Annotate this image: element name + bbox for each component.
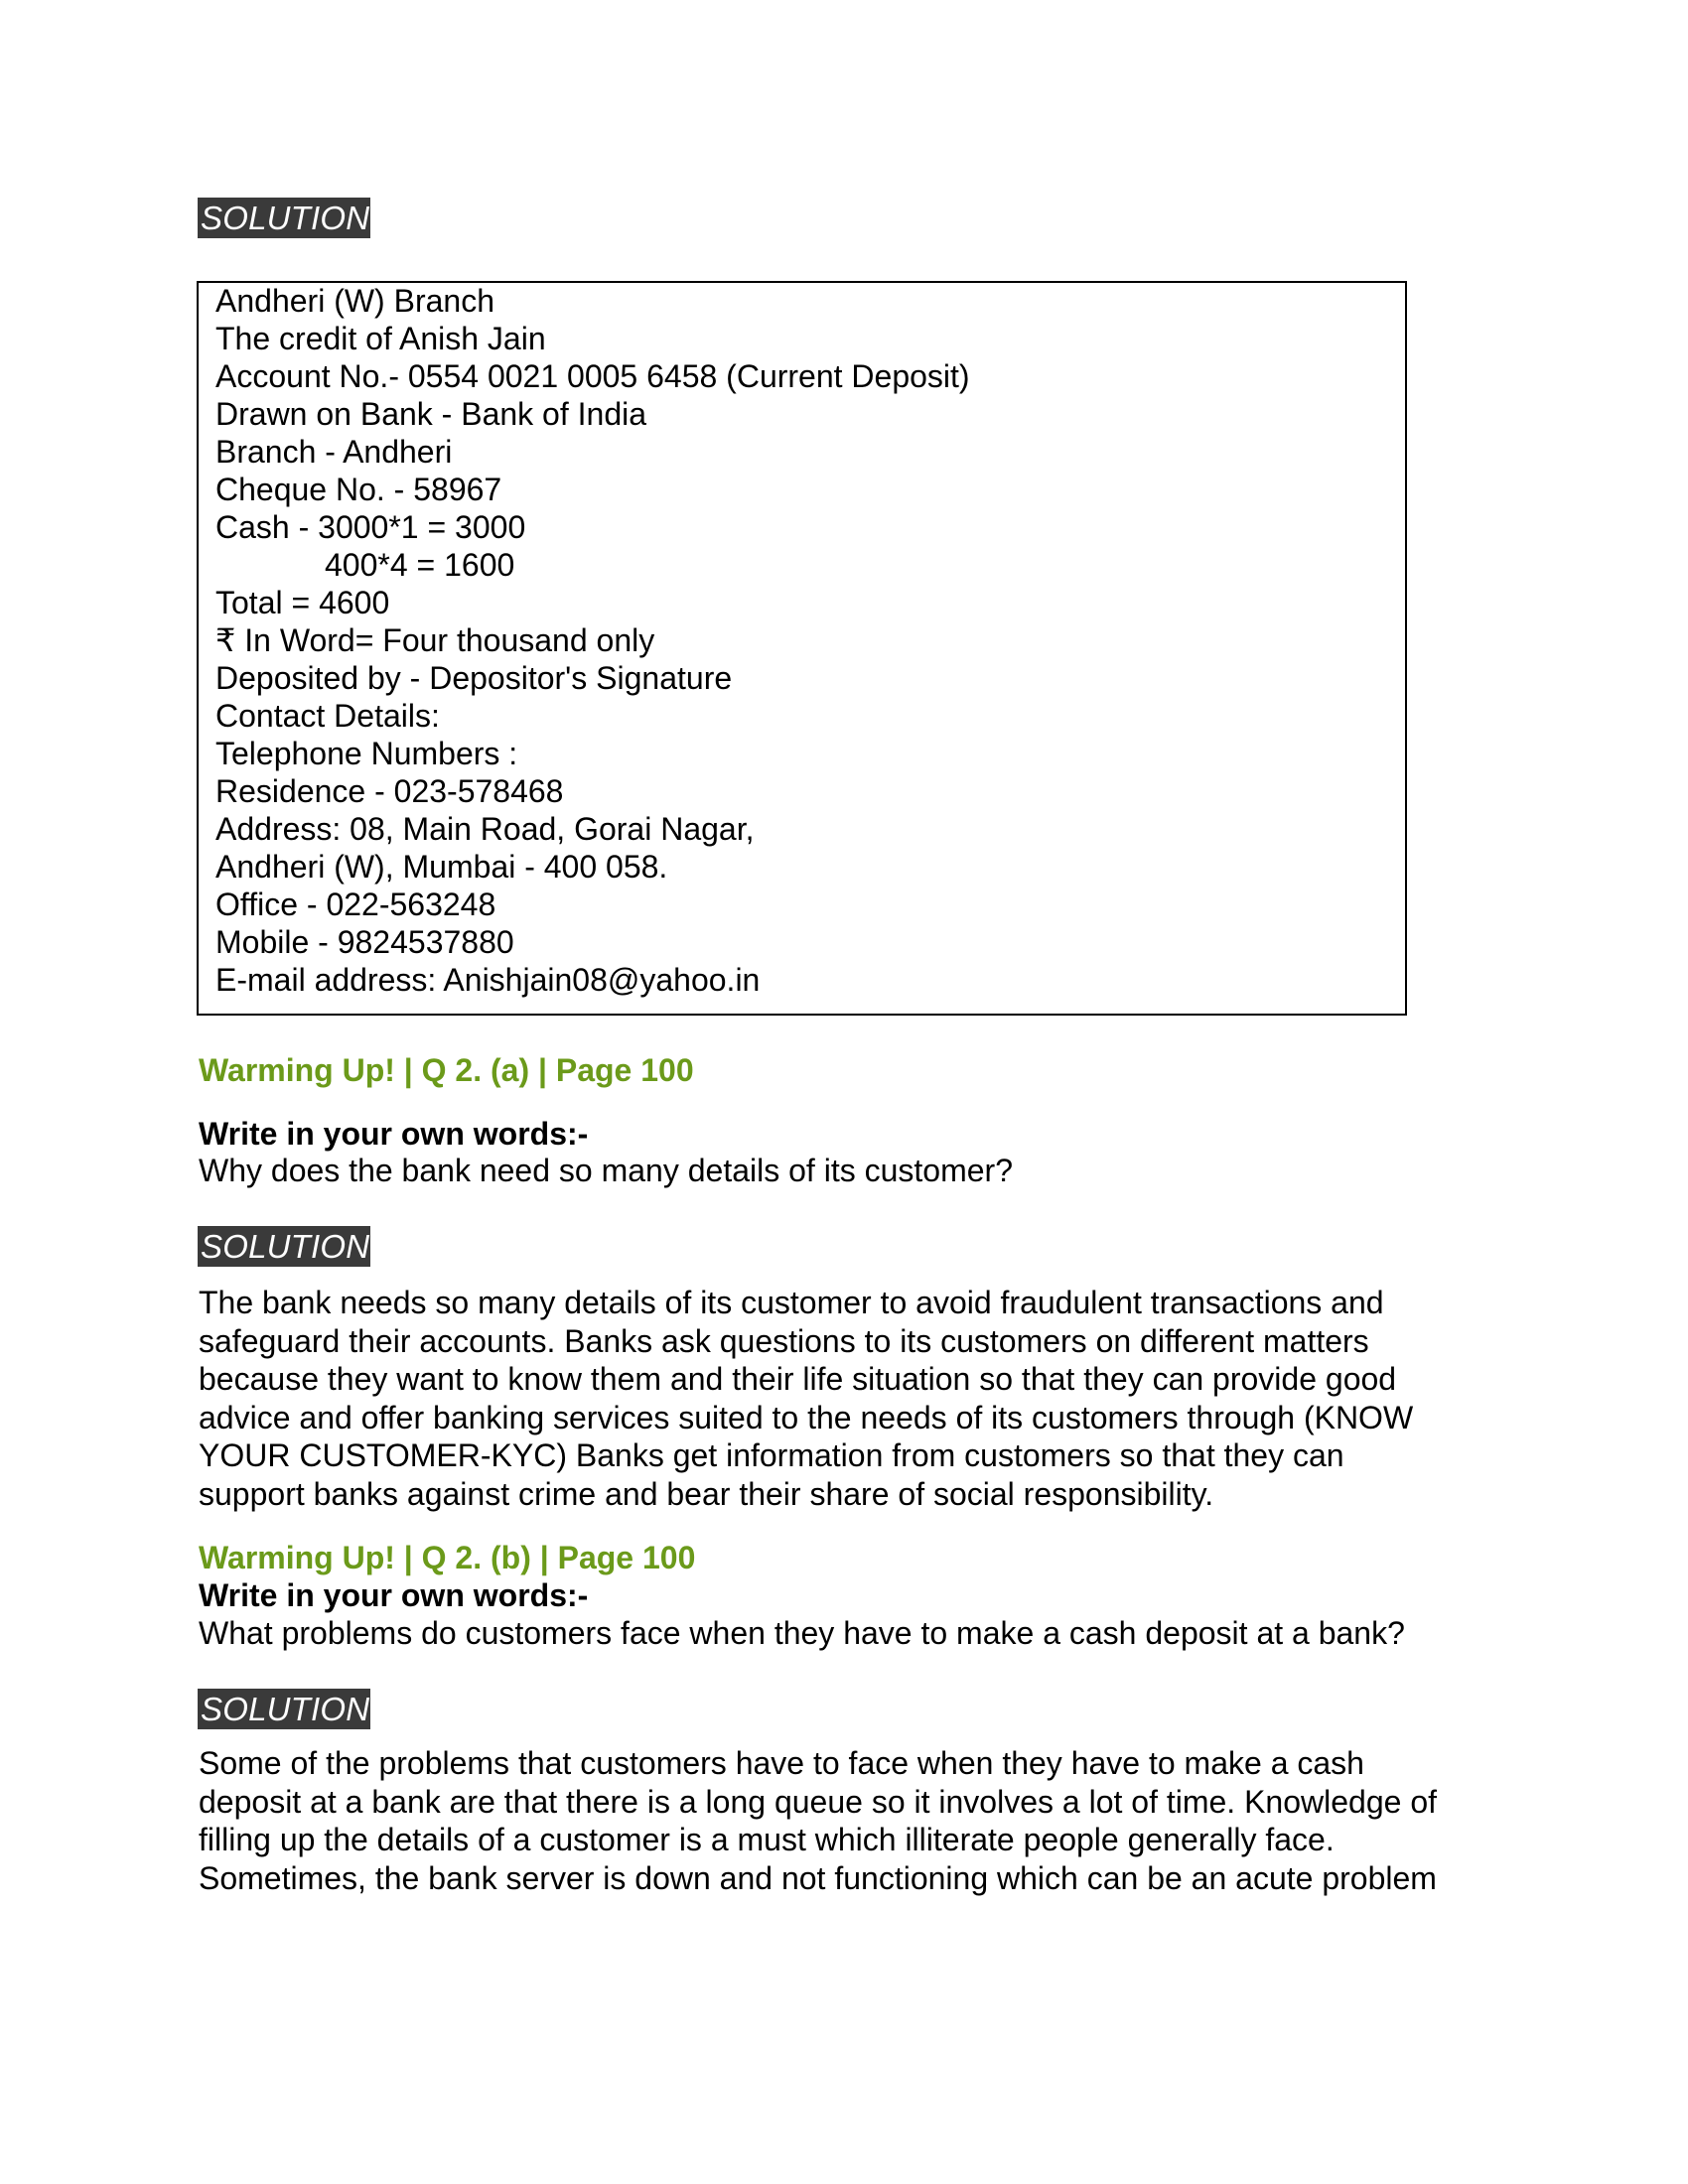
slip-line: Drawn on Bank - Bank of India xyxy=(215,396,647,432)
slip-line: Deposited by - Depositor's Signature xyxy=(215,660,733,696)
slip-line: ₹ In Word= Four thousand only xyxy=(215,622,655,658)
question-instruction: Write in your own words:- xyxy=(199,1577,589,1613)
answer-paragraph xyxy=(199,1284,1509,1514)
slip-line: Account No.- 0554 0021 0005 6458 (Current Deposit) xyxy=(215,358,970,394)
slip-line: 400*4 = 1600 xyxy=(325,547,515,583)
slip-line: Andheri (W), Mumbai - 400 058. xyxy=(215,849,668,885)
answer-line: safeguard their accounts. Banks ask questions to its customers on different matters xyxy=(199,1322,1369,1359)
answer-line: deposit at a bank are that there is a long queue so it involves a lot of time. Knowledge of xyxy=(199,1783,1437,1820)
slip-line: The credit of Anish Jain xyxy=(215,321,546,356)
solution-label: SOLUTION xyxy=(198,198,370,238)
slip-line: E-mail address: Anishjain08@yahoo.in xyxy=(215,962,761,998)
question-heading: Warming Up! | Q 2. (b) | Page 100 xyxy=(199,1540,696,1575)
question-text: What problems do customers face when they have to make a cash deposit at a bank? xyxy=(199,1615,1405,1651)
answer-line: support banks against crime and bear their share of social responsibility. xyxy=(199,1475,1214,1512)
solution-label: SOLUTION xyxy=(198,1689,370,1729)
answer-line: Some of the problems that customers have to face when they have to make a cash xyxy=(199,1745,1364,1781)
answer-line: YOUR CUSTOMER-KYC) Banks get information from customers so that they can xyxy=(199,1437,1344,1474)
answer-line: The bank needs so many details of its customer to avoid fraudulent transactions and xyxy=(199,1285,1384,1320)
answer-line: Sometimes, the bank server is down and not functioning which can be an acute problem xyxy=(199,1859,1437,1896)
answer-paragraph xyxy=(199,1744,1509,1897)
slip-line: Total = 4600 xyxy=(215,585,390,620)
slip-line: Office - 022-563248 xyxy=(215,887,496,922)
slip-line: Address: 08, Main Road, Gorai Nagar, xyxy=(215,811,755,847)
question-text: Why does the bank need so many details of its customer? xyxy=(199,1153,1013,1188)
slip-line: Mobile - 9824537880 xyxy=(215,924,514,960)
slip-line: Residence - 023-578468 xyxy=(215,773,564,809)
deposit-slip-box xyxy=(197,281,1407,1016)
slip-line: Telephone Numbers : xyxy=(215,736,518,771)
slip-line: Branch - Andheri xyxy=(215,434,453,470)
answer-line: filling up the details of a customer is a must which illiterate people generally face. xyxy=(199,1822,1335,1858)
question-instruction: Write in your own words:- xyxy=(199,1116,589,1152)
slip-line: Cash - 3000*1 = 3000 xyxy=(215,509,526,545)
slip-line: Andheri (W) Branch xyxy=(215,283,494,319)
question-heading: Warming Up! | Q 2. (a) | Page 100 xyxy=(199,1052,694,1088)
answer-line: advice and offer banking services suited to the needs of its customers through (KNOW xyxy=(199,1399,1414,1435)
solution-label: SOLUTION xyxy=(198,1226,370,1267)
answer-line: because they want to know them and their life situation so that they can provide good xyxy=(199,1361,1397,1398)
slip-line: Contact Details: xyxy=(215,698,440,734)
slip-line: Cheque No. - 58967 xyxy=(215,472,502,507)
